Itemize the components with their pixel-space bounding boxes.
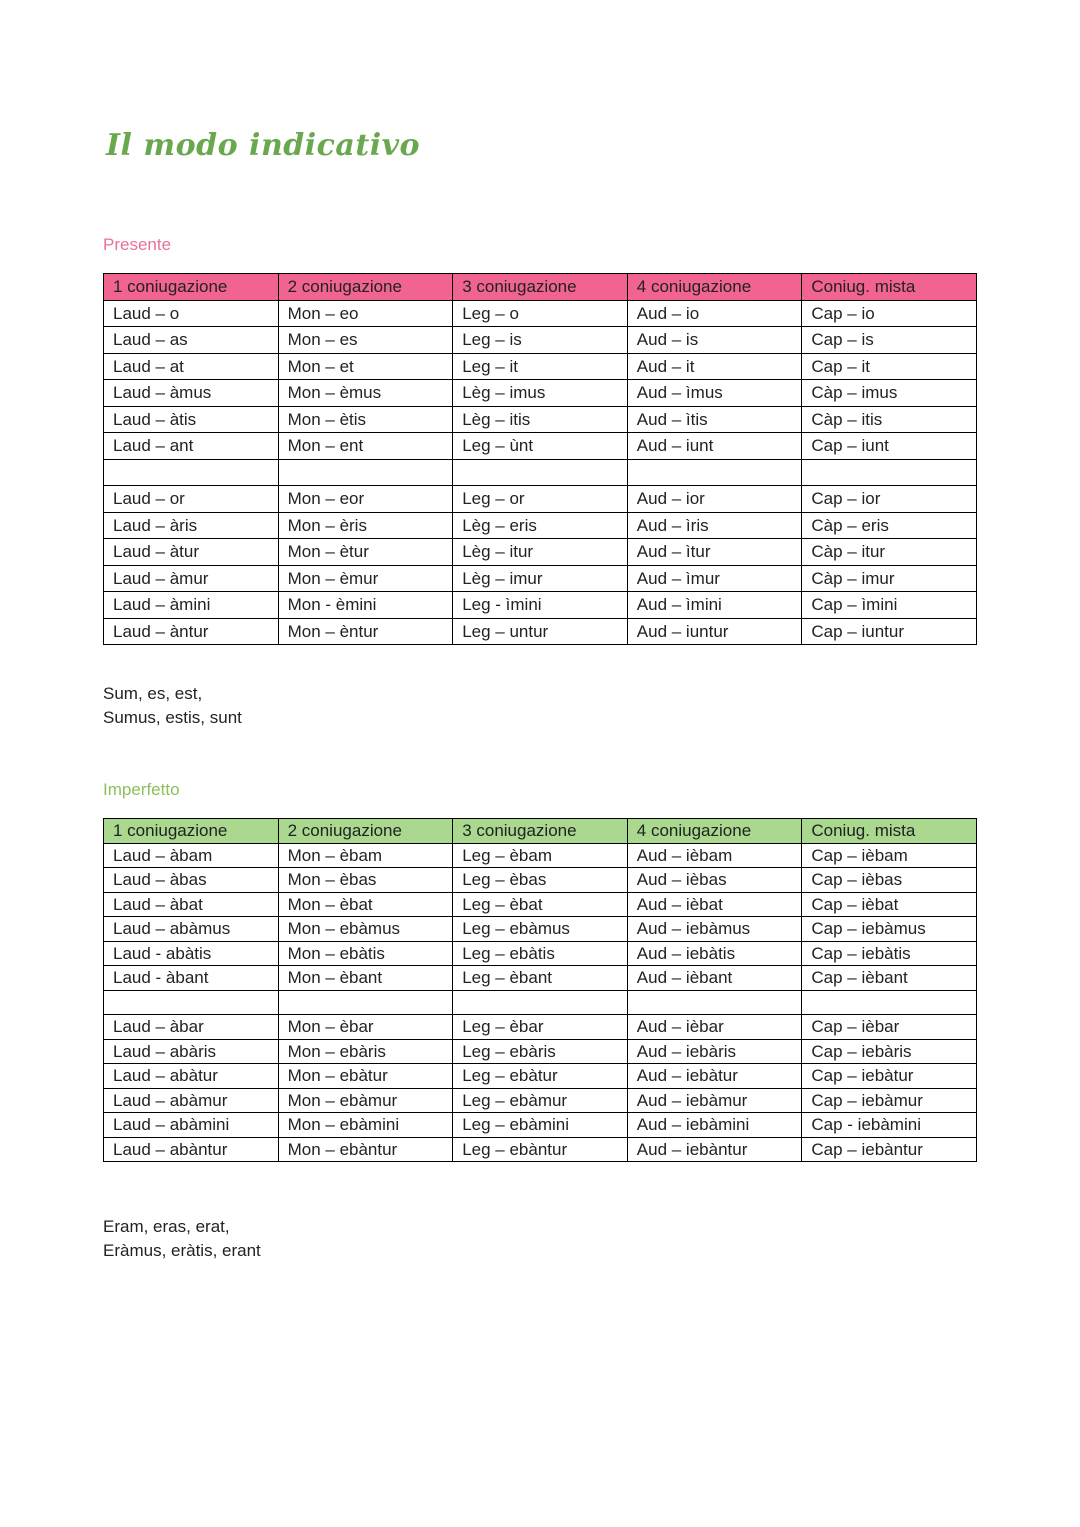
table-cell: Cap – iebàmus (802, 917, 977, 942)
table-row (104, 1015, 977, 1040)
table-row (104, 592, 977, 619)
table-cell: Cap – iebàtur (802, 1064, 977, 1089)
table-cell: Leg – o (453, 300, 628, 327)
page-title: Il modo indicativo (106, 128, 421, 163)
table-cell: Mon – èbant (278, 966, 453, 991)
table-cell: Mon - èmini (278, 592, 453, 619)
table-cell (104, 459, 279, 486)
table-cell: Laud – àbas (104, 868, 279, 893)
table-cell (453, 990, 628, 1015)
table-cell: Cap – iebàmur (802, 1088, 977, 1113)
table-cell: Laud – at (104, 353, 279, 380)
note-line: Sum, es, est, (103, 684, 203, 703)
table-cell: Cap – ièbant (802, 966, 977, 991)
table-cell: Càp – imus (802, 380, 977, 407)
table-cell: Laud – àtur (104, 539, 279, 566)
table-row (104, 917, 977, 942)
column-header: 3 coniugazione (453, 819, 628, 844)
table-cell: Aud – ièbar (627, 1015, 802, 1040)
table-cell: Mon – ètur (278, 539, 453, 566)
table-row (104, 868, 977, 893)
note-imperfetto (103, 1215, 261, 1263)
table-cell: Laud – abàmus (104, 917, 279, 942)
table-row (104, 618, 977, 645)
table-header (104, 274, 977, 301)
table-cell: Cap – ièbar (802, 1015, 977, 1040)
table-cell: Mon – ent (278, 433, 453, 460)
table-cell: Aud – iebàmur (627, 1088, 802, 1113)
table-cell: Laud - abàtis (104, 941, 279, 966)
table-cell (627, 990, 802, 1015)
column-header: 1 coniugazione (104, 819, 279, 844)
column-header: 2 coniugazione (278, 274, 453, 301)
column-header: 2 coniugazione (278, 819, 453, 844)
table-cell: Lèg – imus (453, 380, 628, 407)
column-header: 3 coniugazione (453, 274, 628, 301)
table-cell: Mon – es (278, 327, 453, 354)
table-cell: Aud – ìmus (627, 380, 802, 407)
table-cell (453, 459, 628, 486)
table-cell: Cap – ièbas (802, 868, 977, 893)
table-cell: Laud – àmini (104, 592, 279, 619)
header-row (104, 274, 977, 301)
table-row (104, 1088, 977, 1113)
table-cell (278, 459, 453, 486)
table-cell: Aud – ièbat (627, 892, 802, 917)
table-cell: Aud – ièbas (627, 868, 802, 893)
table-cell: Leg – èbam (453, 843, 628, 868)
table-cell: Lèg – eris (453, 512, 628, 539)
table-cell: Cap – ìmini (802, 592, 977, 619)
table-cell: Aud – ièbant (627, 966, 802, 991)
table-row (104, 353, 977, 380)
table-cell: Mon – ebàtis (278, 941, 453, 966)
table-row (104, 941, 977, 966)
table-cell: Aud – it (627, 353, 802, 380)
note-line: Eram, eras, erat, (103, 1217, 230, 1236)
table-row (104, 406, 977, 433)
table-cell: Laud – àtis (104, 406, 279, 433)
table-cell: Càp – itis (802, 406, 977, 433)
table-cell: Mon – ètis (278, 406, 453, 433)
table-cell: Leg – èbat (453, 892, 628, 917)
column-header: 4 coniugazione (627, 819, 802, 844)
table-cell: Leg – èbant (453, 966, 628, 991)
table-cell (802, 990, 977, 1015)
table-cell: Leg – ebàmur (453, 1088, 628, 1113)
table-body (104, 843, 977, 1162)
table-cell: Aud – iebàris (627, 1039, 802, 1064)
table-cell: Leg – is (453, 327, 628, 354)
table-cell: Mon – ebàmur (278, 1088, 453, 1113)
table-cell (802, 459, 977, 486)
table-cell: Càp – eris (802, 512, 977, 539)
table-cell: Aud – ìtis (627, 406, 802, 433)
table-cell: Laud – abàris (104, 1039, 279, 1064)
table-cell: Cap – iebàris (802, 1039, 977, 1064)
table-cell: Mon – èmus (278, 380, 453, 407)
table-cell: Leg – ùnt (453, 433, 628, 460)
table-cell (278, 990, 453, 1015)
note-presente (103, 682, 242, 730)
column-header: 1 coniugazione (104, 274, 279, 301)
table-cell (104, 990, 279, 1015)
table-cell: Cap – ior (802, 486, 977, 513)
table-cell: Mon – eo (278, 300, 453, 327)
table-row (104, 1137, 977, 1162)
table-row (104, 380, 977, 407)
table-cell: Cap – iebàntur (802, 1137, 977, 1162)
table-cell: Cap – ièbam (802, 843, 977, 868)
table-cell: Aud – ìmini (627, 592, 802, 619)
table-cell: Leg – it (453, 353, 628, 380)
table-cell: Aud – iunt (627, 433, 802, 460)
table-cell: Laud – àbam (104, 843, 279, 868)
table-row (104, 539, 977, 566)
table-cell: Laud – àntur (104, 618, 279, 645)
table-cell: Càp – itur (802, 539, 977, 566)
column-header: Coniug. mista (802, 274, 977, 301)
table-cell: Lèg – imur (453, 565, 628, 592)
note-line: Sumus, estis, sunt (103, 708, 242, 727)
table-header (104, 819, 977, 844)
table-cell: Aud – io (627, 300, 802, 327)
table-body (104, 300, 977, 645)
table-cell: Mon – ebàmini (278, 1113, 453, 1138)
table-cell: Mon – eor (278, 486, 453, 513)
header-row (104, 819, 977, 844)
table-cell: Aud – ior (627, 486, 802, 513)
table-cell: Cap – it (802, 353, 977, 380)
table-cell: Laud – abàmur (104, 1088, 279, 1113)
table-cell: Leg – ebàmini (453, 1113, 628, 1138)
table-cell: Mon – èbat (278, 892, 453, 917)
table-cell: Aud – iebàmini (627, 1113, 802, 1138)
table-cell: Cap – iuntur (802, 618, 977, 645)
table-row (104, 1039, 977, 1064)
table-row (104, 565, 977, 592)
table-cell: Leg – ebàris (453, 1039, 628, 1064)
table-cell: Laud – àmur (104, 565, 279, 592)
table-row (104, 512, 977, 539)
table-row (104, 1113, 977, 1138)
table-row (104, 459, 977, 486)
table-cell: Cap – iebàtis (802, 941, 977, 966)
table-cell: Laud – àmus (104, 380, 279, 407)
table-cell: Mon – ebàntur (278, 1137, 453, 1162)
table-cell: Mon – ebàtur (278, 1064, 453, 1089)
table-cell: Mon – èbam (278, 843, 453, 868)
table-cell: Mon – èmur (278, 565, 453, 592)
table-cell: Aud – ìris (627, 512, 802, 539)
table-cell: Aud – ìmur (627, 565, 802, 592)
section-heading-presente: Presente (103, 235, 172, 254)
table-cell: Aud – iuntur (627, 618, 802, 645)
table-imperfetto (103, 818, 977, 1162)
table-cell: Laud – ant (104, 433, 279, 460)
table-row (104, 433, 977, 460)
table-cell: Cap – ièbat (802, 892, 977, 917)
table-cell: Leg – ebàtis (453, 941, 628, 966)
table-cell: Leg – ebàtur (453, 1064, 628, 1089)
table-cell: Laud – or (104, 486, 279, 513)
table-cell: Aud – ièbam (627, 843, 802, 868)
table-cell: Leg – or (453, 486, 628, 513)
table-cell: Laud – o (104, 300, 279, 327)
note-line: Eràmus, eràtis, erant (103, 1241, 261, 1260)
table-cell: Laud – abàtur (104, 1064, 279, 1089)
table-cell: Cap - iebàmini (802, 1113, 977, 1138)
table-cell: Leg – èbas (453, 868, 628, 893)
table-cell: Mon – ebàmus (278, 917, 453, 942)
table-cell: Aud – iebàtis (627, 941, 802, 966)
table-cell: Leg - ìmini (453, 592, 628, 619)
table-cell: Mon – et (278, 353, 453, 380)
table-row (104, 990, 977, 1015)
table-cell: Lèg – itis (453, 406, 628, 433)
section-heading-imperfetto: Imperfetto (103, 780, 180, 799)
table-cell: Laud - àbant (104, 966, 279, 991)
table-cell: Leg – ebàntur (453, 1137, 628, 1162)
table-cell: Càp – imur (802, 565, 977, 592)
table-cell: Leg – èbar (453, 1015, 628, 1040)
table-cell: Laud – as (104, 327, 279, 354)
table-row (104, 486, 977, 513)
table-cell: Aud – ìtur (627, 539, 802, 566)
table-cell: Cap – is (802, 327, 977, 354)
table-cell: Cap – io (802, 300, 977, 327)
table-cell: Mon – èntur (278, 618, 453, 645)
table-cell: Leg – untur (453, 618, 628, 645)
table-cell: Laud – abàmini (104, 1113, 279, 1138)
table-presente (103, 273, 977, 645)
table-cell: Mon – èris (278, 512, 453, 539)
table-cell: Laud – abàntur (104, 1137, 279, 1162)
column-header: 4 coniugazione (627, 274, 802, 301)
table-cell: Aud – iebàmus (627, 917, 802, 942)
table-cell: Cap – iunt (802, 433, 977, 460)
table-cell: Laud – àbat (104, 892, 279, 917)
table-row (104, 843, 977, 868)
table-row (104, 300, 977, 327)
table-cell: Mon – ebàris (278, 1039, 453, 1064)
column-header: Coniug. mista (802, 819, 977, 844)
table-row (104, 1064, 977, 1089)
table-cell: Aud – iebàtur (627, 1064, 802, 1089)
table-row (104, 966, 977, 991)
table-cell: Mon – èbar (278, 1015, 453, 1040)
table-row (104, 892, 977, 917)
table-cell: Mon – èbas (278, 868, 453, 893)
table-cell: Laud – àris (104, 512, 279, 539)
table-cell: Aud – is (627, 327, 802, 354)
table-cell: Leg – ebàmus (453, 917, 628, 942)
table-cell: Lèg – itur (453, 539, 628, 566)
table-row (104, 327, 977, 354)
table-cell: Aud – iebàntur (627, 1137, 802, 1162)
table-cell: Laud – àbar (104, 1015, 279, 1040)
table-cell (627, 459, 802, 486)
